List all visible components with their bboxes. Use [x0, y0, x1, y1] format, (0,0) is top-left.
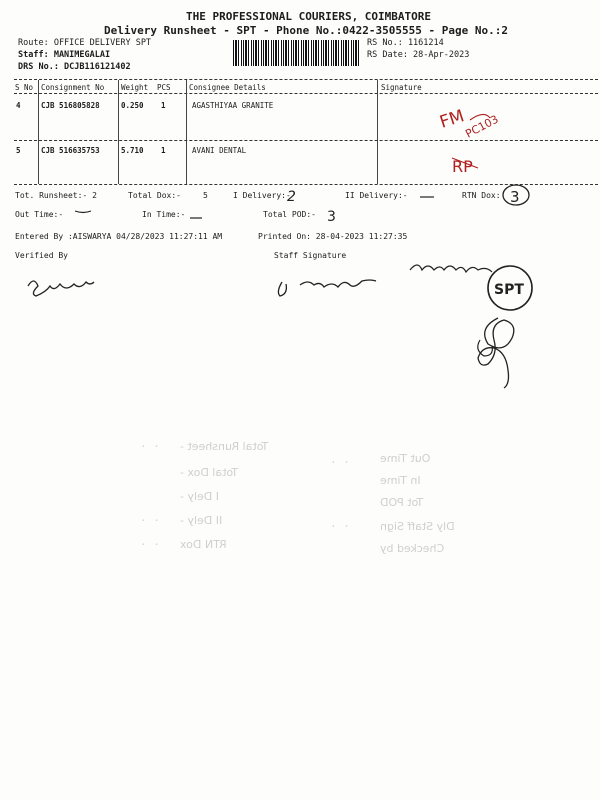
table-row-consignment: CJB 516635753	[41, 146, 100, 155]
ghost-right-2: Tot POD	[380, 496, 424, 509]
printed-on: Printed On: 28-04-2023 11:27:35	[258, 232, 408, 241]
col-consignee-header: Consignee Details	[189, 83, 266, 92]
ghost-left-4: RTN Dox	[180, 538, 227, 551]
total-pod-value: 3	[327, 209, 336, 225]
row4-signature-mark: FM	[437, 106, 467, 133]
runsheet-title: Delivery Runsheet - SPT - Phone No.:0422-3505555 - Page No.:2	[104, 24, 508, 37]
rtn-dox-label: RTN Dox:	[462, 191, 501, 200]
table-row-sno: 5	[16, 146, 21, 155]
ghost-dots: · ·	[330, 456, 350, 469]
ghost-left-2: I Dely -	[180, 490, 220, 503]
table-row-sno: 4	[16, 101, 21, 110]
ghost-dots: · ·	[330, 520, 350, 533]
col-sno-header: S No	[15, 83, 34, 92]
staff-signature-label: Staff Signature	[274, 251, 347, 260]
ghost-right-3: Dly Staff Sign	[380, 520, 455, 533]
table-row-pcs: 1	[161, 101, 166, 110]
staff-label: Staff: MANIMEGALAI	[18, 50, 111, 60]
rs-number: RS No.: 1161214	[367, 38, 444, 48]
col-signature-header: Signature	[381, 83, 422, 92]
drs-number: DRS No.: DCJB116121402	[18, 62, 131, 72]
table-row-consignee: AGASTHIYAA GRANITE	[192, 101, 274, 110]
table-row-pcs: 1	[161, 146, 166, 155]
total-dox-label: Total Dox:-	[128, 191, 181, 200]
col-pcs-header: PCS	[157, 83, 171, 92]
table-row-weight: 0.250	[121, 101, 144, 110]
out-time-label: Out Time:-	[15, 210, 64, 219]
i-delivery-value: 2	[287, 189, 296, 205]
ghost-left-1: Total Dox -	[180, 466, 239, 479]
total-dox-value: 5	[203, 191, 208, 200]
table-row-consignment: CJB 516805828	[41, 101, 100, 110]
col-consignment-header: Consignment No	[41, 83, 105, 92]
total-pod-label: Total POD:-	[263, 210, 316, 219]
in-time-label: In Time:-	[142, 210, 186, 219]
ii-delivery-label: II Delivery:-	[345, 191, 408, 200]
ghost-dots: · ·	[140, 538, 160, 551]
entered-by: Entered By :AISWARYA 04/28/2023 11:27:11 AM	[15, 232, 223, 241]
ghost-right-0: Out Time	[380, 452, 431, 465]
row4-signature-code: PC103	[463, 112, 501, 141]
spt-stamp-text: SPT	[494, 282, 524, 298]
tot-runsheet: Tot. Runsheet:- 2	[15, 191, 97, 200]
rs-date: RS Date: 28-Apr-2023	[367, 50, 470, 60]
table-row-weight: 5.710	[121, 146, 144, 155]
company-title: THE PROFESSIONAL COURIERS, COIMBATORE	[186, 10, 432, 23]
verified-by-label: Verified By	[15, 251, 68, 260]
ghost-left-3: II Dely -	[180, 514, 223, 527]
i-delivery-label: I Delivery:-	[233, 191, 291, 200]
row5-signature-mark: RP	[452, 157, 473, 176]
ghost-left-0: Total Runsheet -	[180, 440, 269, 453]
ghost-right-1: In Time	[380, 474, 421, 487]
col-weight-header: Weight	[121, 83, 149, 92]
ghost-dots: · ·	[140, 514, 160, 527]
rtn-dox-value: 3	[510, 188, 520, 206]
route-label: Route: OFFICE DELIVERY SPT	[18, 38, 152, 48]
table-row-consignee: AVANI DENTAL	[192, 146, 247, 155]
ghost-dots: · ·	[140, 440, 160, 453]
ghost-right-4: Checked by	[380, 542, 445, 555]
